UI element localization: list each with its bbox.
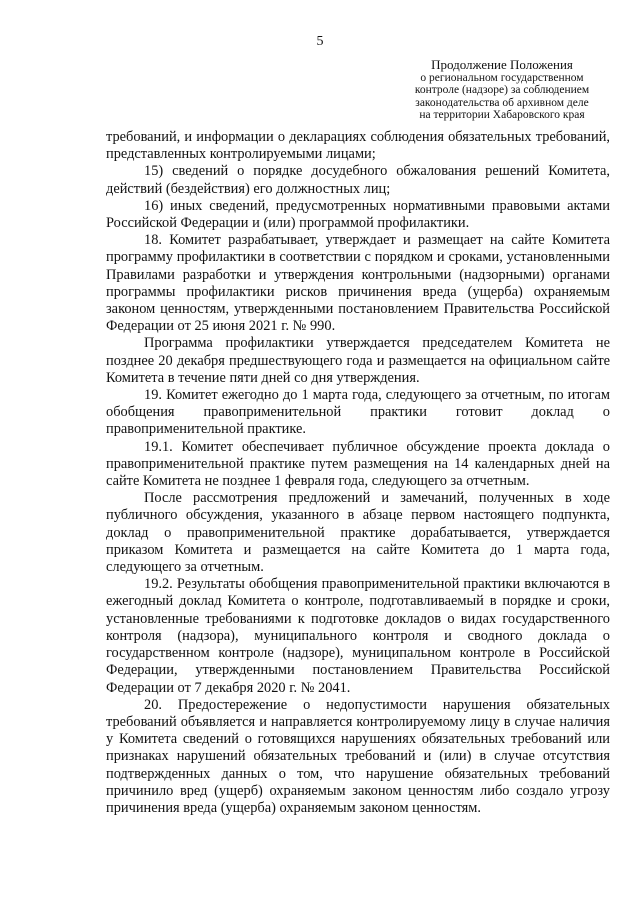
document-body	[106, 129, 610, 817]
paragraph: 19.1. Комитет обеспечивает публичное обсуждение проекта доклада о правоприменительной практике путем размещения на 14 календарных дней на сайте Комитета не позднее 1 февраля года, следующего за отчетным.	[106, 438, 610, 490]
paragraph: 15) сведений о порядке досудебного обжалования решений Комитета, действий (бездействия) его должностных лиц;	[106, 163, 610, 197]
header-line: контроле (надзоре) за соблюдением	[414, 84, 590, 96]
paragraph: требований, и информации о декларациях соблюдения обязательных требований, представленных контролируемыми лицами;	[106, 129, 610, 163]
paragraph: 18. Комитет разрабатывает, утверждает и размещает на сайте Комитета программу профилактики в соответствии с порядком и сроками, установленными Правилами разработки и утверждения контрольными (надзорными) органами программы профилактики рисков причинения вреда (ущерба) охраняемым законом ценностям, утвержденными постановлением Правительства Российской Федерации от 25 июня 2021 г. № 990.	[106, 232, 610, 335]
paragraph: После рассмотрения предложений и замечаний, полученных в ходе публичного обсуждения, указанного в абзаце первом настоящего подпункта, доклад о правоприменительной практике дорабатывается, утверждается приказом Комитета и размещается на сайте Комитета до 1 марта года, следующего за отчетным.	[106, 490, 610, 576]
paragraph: 19.2. Результаты обобщения правоприменительной практики включаются в ежегодный доклад Комитета о контроле, подготавливаемый в порядке и сроки, установленные требованиями к подготовке докладов о видах государственного контроля (надзора), муниципального контроля и сводного доклада о государственном контроле (надзоре), муниципальном контроле в Российской Федерации, утвержденными постановлением Правительства Российской Федерации от 7 декабря 2020 г. № 2041.	[106, 576, 610, 696]
paragraph: Программа профилактики утверждается председателем Комитета не позднее 20 декабря предшествующего года и размещается на официальном сайте Комитета в течение пяти дней со дня утверждения.	[106, 335, 610, 386]
paragraph: 16) иных сведений, предусмотренных нормативными правовыми актами Российской Федерации и (или) программой профилактики.	[106, 197, 610, 232]
document-header	[402, 59, 602, 122]
paragraph: 20. Предостережение о недопустимости нарушения обязательных требований объявляется и направляется контролируемому лицу в случае наличия у Комитета сведений о готовящихся нарушениях обязательных требований или признаках нарушений обязательных требований и (или) в случае отсутствия подтвержденных данных о том, что нарушение обязательных требований причинило вред (ущерб) охраняемым законом ценностям либо создало угрозу причинения вреда (ущерба) охраняемым законом ценностям.	[106, 696, 610, 816]
header-line: законодательства об архивном деле	[415, 96, 589, 109]
paragraph: 19. Комитет ежегодно до 1 марта года, следующего за отчетным, по итогам обобщения правоприменительной практики готовит доклад о правоприменительной практике.	[106, 387, 610, 438]
header-line: на территории Хабаровского края	[419, 109, 585, 121]
header-title: Продолжение Положения	[431, 57, 573, 72]
page-number: 5	[316, 34, 324, 49]
header-line: о региональном государственном	[420, 71, 584, 84]
